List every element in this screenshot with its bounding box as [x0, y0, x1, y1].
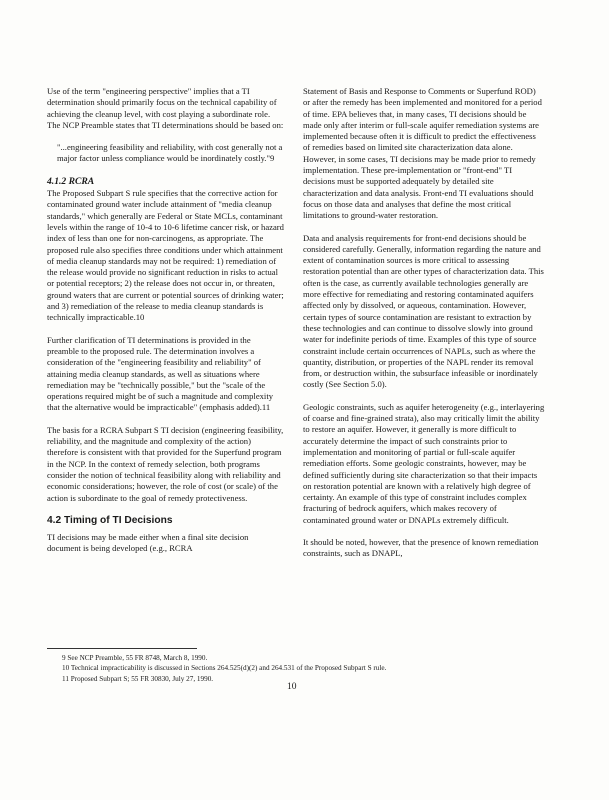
page-number: 10 [287, 682, 297, 692]
footnote-11: 11 Proposed Subpart S; 55 FR 30830, July 27, 1990. [62, 674, 214, 683]
right-paragraph-3: Geologic constraints, such as aquifer heterogeneity (e.g., interlayering of coarse and fine-grained strata), also may critically limit the ability to restore an aquifer. However, it generally is more difficult to accurately determine the impact of such constraints prior to implementation and monitoring of partial or full-scale aquifer remediation efforts. Some geologic constraints, however, may be defined sufficiently during site characterization so that their impacts on restoration potential are known with a relatively high degree of certainty. An example of this type of constraint includes complex fracturing of bedrock aquifers, which makes recovery of contaminated ground water or DNAPLs extremely difficult. [303, 401, 545, 525]
footnote-divider [47, 648, 197, 649]
timing-paragraph-1: TI decisions may be made either when a final site decision document is being developed (e.g., RCRA [47, 532, 249, 554]
right-paragraph-4: It should be noted, however, that the presence of known remediation constraints, such as DNAPL, [303, 536, 539, 559]
rcra-paragraph-1: The Proposed Subpart S rule specifies that the corrective action for contaminated ground water include attainment of "media cleanup standards," which generally are Federal or State MCLs, contaminant levels within the range of 10-4 to 10-6 lifetime cancer risk, or hazard index of less than one for non-carcinogens, as appropriate. The proposed rule also specifies three conditions under which attainment of media cleanup standards may not be required: 1) remediation of the release would provide no significant reduction in risks to actual or potential receptors; 2) the release does not occur in, or threaten, ground waters that are current or potential sources of drinking water; and 3) remediation of the release to media cleanup standards is technically impracticable.10 [47, 188, 284, 323]
footnote-9: 9 See NCP Preamble, 55 FR 8748, March 8, 1990. [62, 654, 208, 662]
right-paragraph-2: Data and analysis requirements for front-end decisions should be considered carefully. Generally, information regarding the nature and extent of contamination sources is more critical to assessing restoration potential than are other types of characterization data. This often is the case, as currently available technologies generally are more effective for remediating and restoring contaminated aquifers affected only by dissolved, or aqueous, contamination. However, certain types of source contamination are resistant to extraction by these technologies and can continue to dissolve slowly into ground water for indefinite periods of time. Examples of this type of source constraint include certain occurrences of NAPLs, such as where the quantity, distribution, or properties of the NAPL render its removal from, or destruction within, the subsurface infeasible or inordinately costly (See Section 5.0). [303, 232, 544, 390]
section-heading-rcra: 4.1.2 RCRA [47, 175, 95, 187]
ncp-quote: "...engineering feasibility and reliability, with cost generally not a major factor unless compliance would be inordinately costly."9 [57, 142, 283, 164]
right-column [303, 86, 545, 571]
section-heading-timing: 4.2 Timing of TI Decisions [47, 514, 173, 526]
rcra-paragraph-2: Further clarification of TI determinations is provided in the preamble to the proposed rule. The determination involves a consideration of the "engineering feasibility and reliability" of attaining media cleanup standards, as well as situations where remediation may be "technically possible," but the "scale of the operations required might be of such a magnitude and complexity that the alternative would be impracticable" (emphasis added).11 [47, 334, 274, 413]
left-column [47, 86, 284, 566]
footnotes [62, 653, 522, 684]
right-paragraph-1: Statement of Basis and Response to Comments or Superfund ROD) or after the remedy has been implemented and monitored for a period of time. EPA believes that, in many cases, TI decisions should be made only after interim or full-scale aquifer remediation systems are implemented because often it is difficult to predict the effectiveness of remedies based on limited site characterization data alone. However, in some cases, TI decisions may be made prior to remedy implementation. These pre-implementation or "front-end" TI decisions must be supported adequately by detailed site characterization and data analysis. Front-end TI evaluations should focus on those data and analyses that define the most critical limitations to ground-water restoration. [303, 86, 542, 221]
rcra-paragraph-3: The basis for a RCRA Subpart S TI decision (engineering feasibility, reliability, and the magnitude and complexity of the action) therefore is consistent with that provided for the Superfund program in the NCP. In the context of remedy selection, both programs consider the notion of technical feasibility along with reliability and economic considerations; however, the role of cost (or scale) of the action is subordinate to the goal of remedy protectiveness. [47, 424, 284, 503]
intro-paragraph: Use of the term "engineering perspective" implies that a TI determination should primarily focus on the technical capability of achieving the cleanup level, with cost playing a subordinate role. The NCP Preamble states that TI determinations should be based on: [47, 86, 284, 130]
footnote-10: 10 Technical impracticability is discussed in Sections 264.525(d)(2) and 264.531 of the Proposed Subpart S rule. [62, 664, 387, 673]
